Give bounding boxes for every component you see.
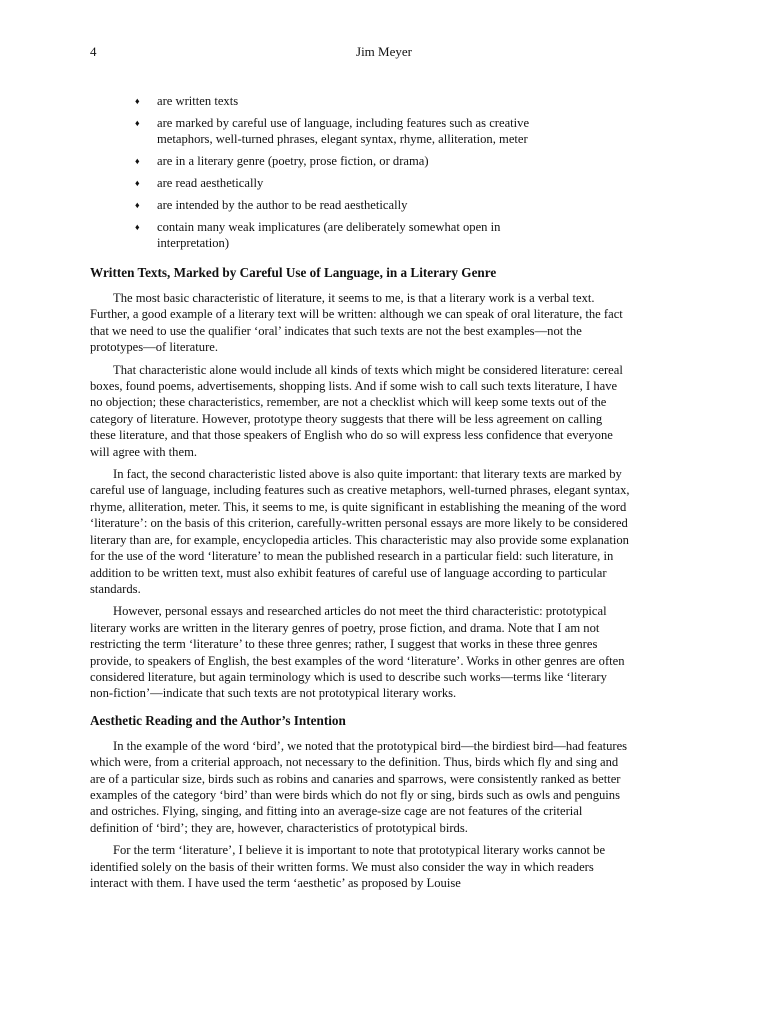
paragraph: The most basic characteristic of literature, it seems to me, is that a literary work is a verbal text. Further, a good example of a literary text will be written: although we can speak of oral literature, the fact that we need to use the qualifier ‘oral’ indicates that such texts are not the best examples—not the prototypes—of literature.: [90, 291, 623, 355]
list-item: [134, 219, 554, 251]
section-heading-aesthetic-reading: Aesthetic Reading and the Author’s Intention: [90, 712, 346, 728]
diamond-bullet-icon: ♦: [135, 96, 140, 106]
diamond-bullet-icon: ♦: [135, 200, 140, 210]
list-item: [134, 197, 554, 213]
paragraph: In fact, the second characteristic listed above is also quite important: that literary texts are marked by careful use of language, including features such as creative metaphors, well-turned phrases, elegant syntax, rhyme, alliteration, meter. This, it seems to me, is quite significant in establishing the meaning of the word ‘literature’: on the basis of this criterion, carefully-written personal essays are more likely to be considered literary than are, for example, encyclopedia articles. This characteristic may also provide some explanation for the use of the word ‘literature’ to mean the published research in a particular field: such literature, in addition to be written text, must also exhibit features of careful use of language according to particular standards.: [90, 467, 630, 596]
paragraph: That characteristic alone would include all kinds of texts which might be considered literature: cereal boxes, found poems, advertisements, shopping lists. And if some wish to call such texts literature, I have no objection; these characteristics, remember, are not a checklist which will keep some texts out of the category of literature. However, prototype theory suggests that there will be less agreement on calling these literature, and that those speakers of English who do so will express less confidence that everyone will agree with them.: [90, 362, 623, 459]
diamond-bullet-icon: ♦: [135, 222, 140, 232]
list-item-text: are intended by the author to be read aesthetically: [157, 198, 408, 212]
list-item-text: are written texts: [157, 94, 239, 108]
paragraph: However, personal essays and researched articles do not meet the third characteristic: prototypical literary works are written in the literary genres of poetry, prose fiction, and drama. Note that I am not restricting the term ‘literature’ to these three genres; rather, I suggest that works in these three genres provide, to speakers of English, the best examples of the word ‘literature’. Works in other genres are often considered literature, but again terminology which is used to describe such works—terms like ‘literary non-fiction’—indicate that such texts are not prototypical literary works.: [90, 604, 625, 701]
diamond-bullet-icon: ♦: [135, 118, 140, 128]
page-header: [90, 44, 678, 64]
list-item-text: are marked by careful use of language, including features such as creative metaphors, well-turned phrases, elegant syntax, rhyme, alliteration, meter: [157, 116, 530, 146]
page-number: 4: [90, 44, 97, 59]
section-heading-literary-genre: Written Texts, Marked by Careful Use of Language, in a Literary Genre: [90, 265, 497, 280]
diamond-bullet-icon: ♦: [135, 178, 140, 188]
list-item-text: are read aesthetically: [157, 176, 264, 190]
diamond-bullet-icon: ♦: [135, 156, 140, 166]
paragraph: For the term ‘literature’, I believe it is important to note that prototypical literary works cannot be identified solely on the basis of their written forms. We must also consider the way in which readers interact with them. I have used the term ‘aesthetic’ as proposed by Louise: [90, 843, 606, 890]
characteristics-list: [134, 93, 554, 257]
list-item: [134, 115, 554, 147]
paragraph: In the example of the word ‘bird’, we noted that the prototypical bird—the birdiest bird—had features which were, from a criterial approach, not necessary to the definition. Thus, birds which fly and sing and are of a particular size, birds such as robins and canaries and sparrows, were consistently ranked as better examples of the category ‘bird’ than were birds which do not fly or sing, birds such as owls and penguins and ostriches. Flying, singing, and fitting into an average-size cage are not features of the criterial definition of ‘bird’; they are, however, characteristics of prototypical birds.: [90, 738, 628, 835]
list-item-text: contain many weak implicatures (are deliberately somewhat open in interpretation): [157, 220, 501, 250]
list-item: [134, 153, 554, 169]
body-content: [90, 264, 630, 897]
list-item: [134, 93, 554, 109]
list-item-text: are in a literary genre (poetry, prose fiction, or drama): [157, 154, 429, 168]
running-head-author: Jim Meyer: [356, 44, 412, 59]
list-item: [134, 175, 554, 191]
